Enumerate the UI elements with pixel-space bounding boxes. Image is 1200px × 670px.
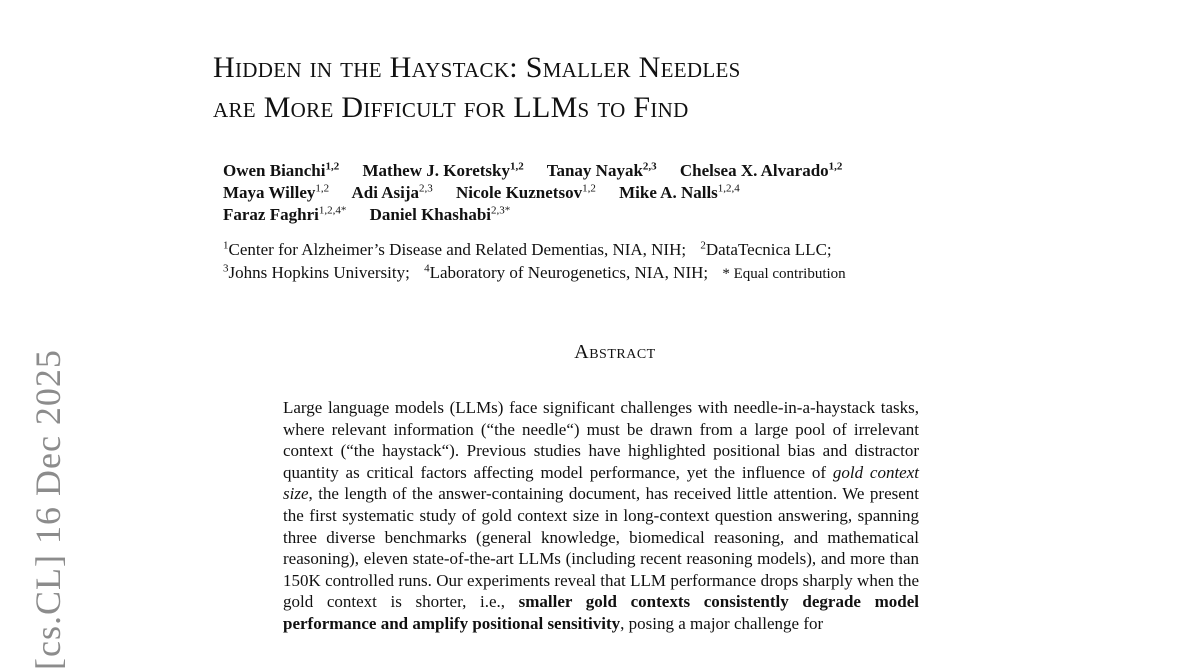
author-list [223, 160, 983, 226]
author: Faraz Faghri$^{1,2,4*}$ [223, 204, 347, 224]
author: Adi Asija$^{2,3}$ [351, 182, 433, 202]
affiliation-4: $^4$Laboratory of Neurogenetics, NIA, NIH; [424, 262, 709, 282]
author: Chelsea X. Alvarado$^{1,2}$ [679, 160, 843, 180]
abstract-heading: Abstract [574, 341, 656, 363]
abstract-body: Large language models (LLMs) face significant challenges with needle-in-a-haystack tasks, where relevant information (“the needle“) must be drawn from a large pool of irrelevant context (“the haystack“). Previous studies have highlighted positional bias and distractor quantity as critical factors affecting model performance, yet the influence of gold context size, the length of the answer-containing document, has received little attention. We present the first systematic study of gold context size in long-context question answering, spanning three diverse benchmarks (general knowledge, biomedical reasoning, and mathematical reasoning), eleven state-of-the-art LLMs (including recent reasoning models), and more than 150K controlled runs. Our experiments reveal that LLM performance drops sharply when the gold context is shorter, i.e., smaller gold contexts consistently degrade model performance and amplify positional sensitivity, posing a major challenge for [283, 398, 919, 633]
author: Tanay Nayak$^{2,3}$ [546, 160, 657, 180]
paper-title [213, 48, 973, 128]
author: Mathew J. Koretsky$^{1,2}$ [362, 160, 524, 180]
author: Maya Willey$^{1,2}$ [223, 182, 330, 202]
author: Nicole Kuznetsov$^{1,2}$ [456, 182, 596, 202]
affiliation-3: $^3$Johns Hopkins University; [223, 262, 410, 282]
author: Daniel Khashabi$^{2,3*}$ [369, 204, 511, 224]
title-line-1: Hidden in the Haystack: Smaller Needles [213, 51, 741, 84]
title-line-2: are More Difficult for LLMs to Find [213, 91, 689, 124]
affiliations [223, 238, 983, 286]
author: Owen Bianchi$^{1,2}$ [223, 160, 340, 180]
affiliation-1: $^1$Center for Alzheimer’s Disease and Related Dementias, NIA, NIH; [223, 239, 687, 259]
arxiv-sidebar-identifier: [cs.CL] 16 Dec 2025 [28, 349, 68, 670]
author: Mike A. Nalls$^{1,2,4}$ [619, 182, 740, 202]
equal-contribution-note: * Equal contribution [722, 266, 846, 282]
affiliation-2: $^2$DataTecnica LLC; [700, 239, 832, 259]
